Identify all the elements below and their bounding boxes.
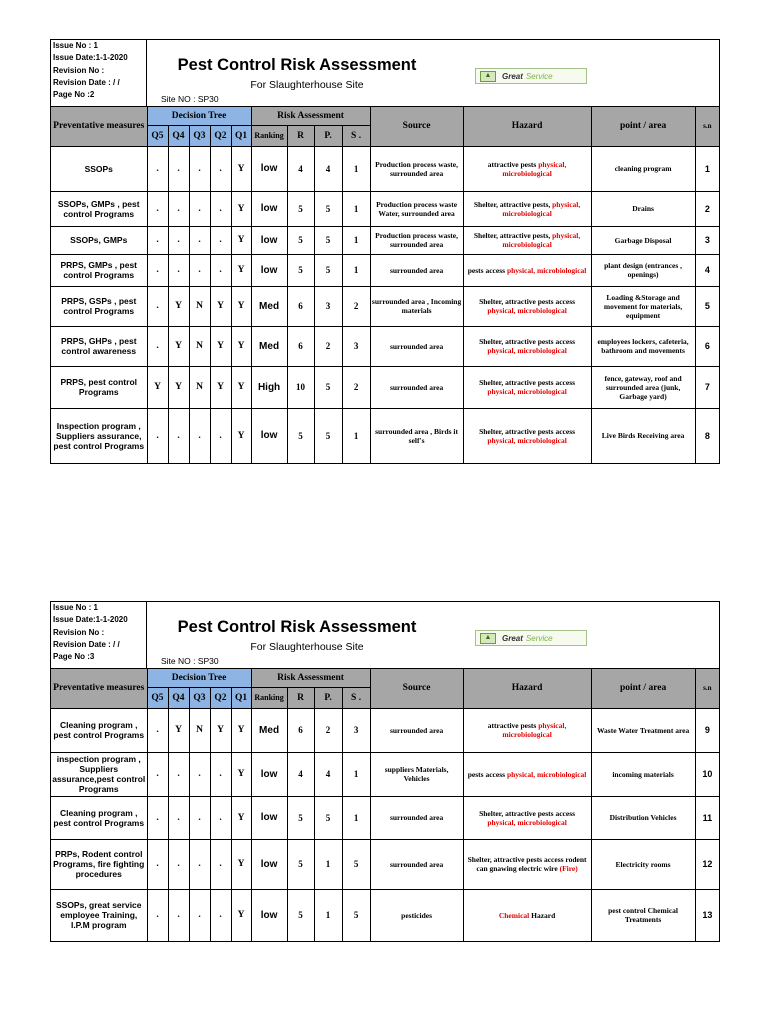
point-area-cell: incoming materials (591, 752, 695, 796)
point-area-cell: pest control Chemical Treatments (591, 889, 695, 941)
q5-cell: . (147, 326, 168, 366)
p-cell: 1 (314, 889, 342, 941)
ranking-cell: Med (251, 708, 287, 752)
hazard-category: physical, microbiological (487, 817, 567, 827)
q5-cell: . (147, 146, 168, 191)
sn-cell: 10 (695, 752, 719, 796)
header-decision-tree: Decision Tree (147, 107, 251, 125)
source-cell: Production process waste, surrounded area (370, 146, 463, 191)
table-row (51, 889, 719, 941)
q3-cell: . (189, 889, 210, 941)
header-q1: Q1 (231, 687, 251, 708)
p-cell: 3 (314, 286, 342, 326)
r-cell: 4 (287, 752, 314, 796)
page-header (51, 40, 719, 107)
hazard-category: Chemical (498, 910, 530, 920)
sn-cell: 8 (695, 408, 719, 463)
point-area-cell: employees lockers, cafeteria, bathroom and movements (591, 326, 695, 366)
sn-cell: 11 (695, 796, 719, 839)
q3-cell: N (189, 326, 210, 366)
table-row (51, 839, 719, 889)
p-cell: 5 (314, 408, 342, 463)
logo-great-text: Great (502, 71, 523, 81)
source-cell: surrounded area (370, 254, 463, 286)
s-cell: 3 (342, 326, 370, 366)
header-q3: Q3 (189, 125, 210, 146)
table-row (51, 191, 719, 226)
p-cell: 4 (314, 146, 342, 191)
s-cell: 1 (342, 752, 370, 796)
header-risk-assessment: Risk Assessment (251, 669, 370, 687)
q5-cell: . (147, 796, 168, 839)
source-cell: surrounded area , Birds it self's (370, 408, 463, 463)
revision-date: Revision Date : / / (53, 639, 120, 649)
hazard-cell (463, 226, 591, 254)
hazard-text: pests access (467, 769, 506, 779)
header-ranking: Ranking (251, 687, 287, 708)
header-source: Source (370, 107, 463, 146)
logo-service-text: Service (525, 71, 553, 81)
header-risk-assessment: Risk Assessment (251, 107, 370, 125)
r-cell: 5 (287, 889, 314, 941)
sn-cell: 6 (695, 326, 719, 366)
header-source: Source (370, 669, 463, 708)
q2-cell: . (210, 752, 231, 796)
hazard-category: physical, microbiological (502, 159, 567, 178)
p-cell: 2 (314, 708, 342, 752)
sn-cell: 4 (695, 254, 719, 286)
source-cell: pesticides (370, 889, 463, 941)
s-cell: 1 (342, 254, 370, 286)
q1-cell: Y (231, 408, 251, 463)
measures-cell: PRPS, GMPs , pest control Programs (51, 254, 147, 286)
hazard-text: Shelter, attractive pests, (473, 231, 551, 240)
measures-cell: Cleaning program , pest control Programs (51, 708, 147, 752)
header-q1: Q1 (231, 125, 251, 146)
source-cell: surrounded area (370, 839, 463, 889)
hazard-cell (463, 286, 591, 326)
r-cell: 6 (287, 286, 314, 326)
q5-cell: . (147, 408, 168, 463)
hazard-text: attractive pests (487, 721, 537, 730)
p-cell: 5 (314, 366, 342, 408)
q3-cell: . (189, 191, 210, 226)
hazard-text: Shelter, attractive pests, (473, 199, 551, 209)
q2-cell: . (210, 191, 231, 226)
source-cell: surrounded area (370, 708, 463, 752)
q4-cell: Y (168, 708, 189, 752)
measures-cell: Inspection program , Suppliers assurance, pest control Programs (51, 408, 147, 463)
issue-date: Issue Date:1-1-2020 (53, 53, 128, 63)
s-cell: 5 (342, 889, 370, 941)
header-hazard: Hazard (463, 669, 591, 708)
q1-cell: Y (231, 226, 251, 254)
p-cell: 5 (314, 254, 342, 286)
header-point-area: point / area (591, 107, 695, 146)
source-cell: surrounded area (370, 326, 463, 366)
q2-cell: Y (210, 708, 231, 752)
q4-cell: . (168, 146, 189, 191)
point-area-cell: Live Birds Receiving area (591, 408, 695, 463)
issue-no: Issue No : 1 (53, 603, 98, 612)
p-cell: 1 (314, 839, 342, 889)
source-cell: surrounded area (370, 796, 463, 839)
q4-cell: . (168, 408, 189, 463)
r-cell: 5 (287, 226, 314, 254)
page-subtitle: For Slaughterhouse Site (250, 641, 364, 653)
page-header (51, 602, 719, 669)
document-meta (51, 40, 147, 106)
logo-emblem-icon: ▲ (480, 71, 496, 82)
hazard-category: physical, microbiological (487, 306, 567, 315)
ranking-cell: low (251, 191, 287, 226)
company-logo (475, 68, 587, 84)
source-cell: surrounded area (370, 366, 463, 408)
hazard-text: attractive pests (487, 159, 537, 169)
table-row (51, 408, 719, 463)
q3-cell: . (189, 796, 210, 839)
header-r: R (287, 687, 314, 708)
sn-cell: 2 (695, 191, 719, 226)
point-area-cell: Waste Water Treatment area (591, 708, 695, 752)
table-row (51, 796, 719, 839)
p-cell: 4 (314, 752, 342, 796)
risk-table (51, 107, 719, 463)
q5-cell: . (147, 226, 168, 254)
point-area-cell: fence, gateway, roof and surrounded area (junk, Garbage yard) (591, 366, 695, 408)
s-cell: 2 (342, 366, 370, 408)
q5-cell: . (147, 839, 168, 889)
q2-cell: . (210, 146, 231, 191)
hazard-category: physical, microbiological (506, 769, 587, 779)
q4-cell: . (168, 889, 189, 941)
hazard-cell (463, 326, 591, 366)
s-cell: 1 (342, 796, 370, 839)
header-decision-tree: Decision Tree (147, 669, 251, 687)
p-cell: 2 (314, 326, 342, 366)
sn-cell: 1 (695, 146, 719, 191)
hazard-text: Shelter, attractive pests access rodent can gnawing electric wire (467, 855, 587, 873)
ranking-cell: low (251, 752, 287, 796)
s-cell: 3 (342, 708, 370, 752)
q5-cell: . (147, 752, 168, 796)
hazard-category: physical, microbiological (506, 265, 587, 275)
q5-cell: . (147, 286, 168, 326)
q2-cell: . (210, 839, 231, 889)
q3-cell: . (189, 226, 210, 254)
hazard-category: physical, microbiological (502, 721, 567, 739)
ranking-cell: low (251, 889, 287, 941)
header-p: P. (314, 687, 342, 708)
header-q3: Q3 (189, 687, 210, 708)
hazard-text: Shelter, attractive pests access (479, 297, 576, 306)
q4-cell: . (168, 191, 189, 226)
source-cell: Production process waste, surrounded area (370, 226, 463, 254)
revision-no: Revision No : (53, 65, 105, 75)
q3-cell: . (189, 752, 210, 796)
issue-date: Issue Date:1-1-2020 (53, 615, 128, 625)
ranking-cell: low (251, 839, 287, 889)
q2-cell: Y (210, 326, 231, 366)
header-q2: Q2 (210, 687, 231, 708)
measures-cell: inspection program , Suppliers assurance,pest control Programs (52, 754, 146, 794)
page-subtitle: For Slaughterhouse Site (250, 79, 364, 91)
header-q5: Q5 (147, 687, 168, 708)
sn-cell: 3 (695, 226, 719, 254)
s-cell: 5 (342, 839, 370, 889)
issue-no: Issue No : 1 (53, 41, 98, 50)
header-measures: Preventative measures (51, 107, 147, 146)
measures-cell: PRPS, GHPs , pest control awareness (51, 326, 147, 366)
sn-cell: 13 (695, 889, 719, 941)
q2-cell: . (210, 408, 231, 463)
q2-cell: Y (210, 286, 231, 326)
q1-cell: Y (231, 752, 251, 796)
q2-cell: . (210, 254, 231, 286)
site-number: Site NO : SP30 (161, 656, 219, 666)
q1-cell: Y (231, 254, 251, 286)
ranking-cell: Med (251, 326, 287, 366)
page-no: Page No :3 (53, 652, 95, 662)
company-logo (475, 630, 587, 646)
sn-cell: 9 (695, 708, 719, 752)
hazard-cell (463, 752, 591, 796)
ranking-cell: low (251, 254, 287, 286)
q4-cell: . (168, 752, 189, 796)
hazard-text: Shelter, attractive pests access (479, 808, 576, 818)
logo-emblem-icon: ▲ (480, 633, 496, 644)
r-cell: 6 (287, 326, 314, 366)
header-point-area: point / area (591, 669, 695, 708)
measures-cell: PRPs, Rodent control Programs, fire fighting procedures (51, 839, 147, 889)
table-row (51, 708, 719, 752)
q3-cell: N (189, 366, 210, 408)
table-row (51, 752, 719, 796)
table-row (51, 254, 719, 286)
risk-table (51, 669, 719, 941)
page-title: Pest Control Risk Assessment (177, 618, 417, 636)
q1-cell: Y (231, 286, 251, 326)
q4-cell: Y (168, 286, 189, 326)
header-sn: s.n (695, 669, 719, 708)
q1-cell: Y (231, 796, 251, 839)
q2-cell: Y (210, 366, 231, 408)
measures-cell: SSOPs, GMPs (51, 226, 147, 254)
hazard-suffix: Hazard (529, 910, 556, 920)
hazard-text: Shelter, attractive pests access (479, 378, 576, 387)
source-cell: surrounded area , Incoming materials (370, 286, 463, 326)
p-cell: 5 (314, 226, 342, 254)
q5-cell: . (147, 889, 168, 941)
assessment-page-1 (50, 39, 720, 464)
point-area-cell: plant design (entrances , openings) (591, 254, 695, 286)
r-cell: 4 (287, 146, 314, 191)
page-title: Pest Control Risk Assessment (177, 56, 417, 74)
q5-cell: . (147, 191, 168, 226)
measures-cell: SSOPs, great service employee Training, I.P.M program (51, 889, 147, 941)
logo-service-text: Service (525, 633, 553, 643)
table-row (51, 366, 719, 408)
site-number: Site NO : SP30 (161, 94, 219, 104)
r-cell: 5 (287, 408, 314, 463)
page-no: Page No :2 (53, 90, 95, 100)
source-cell: Production process waste Water, surrounded area (370, 191, 463, 226)
q1-cell: Y (231, 191, 251, 226)
hazard-category: physical, microbiological (487, 387, 567, 396)
q1-cell: Y (231, 146, 251, 191)
point-area-cell: Loading &Storage and movement for materials, equipment (591, 286, 695, 326)
hazard-cell (463, 408, 591, 463)
hazard-cell (463, 708, 591, 752)
r-cell: 10 (287, 366, 314, 408)
measures-cell: PRPS, GSPs , pest control Programs (51, 286, 147, 326)
hazard-cell (463, 254, 591, 286)
r-cell: 5 (287, 839, 314, 889)
table-row (51, 326, 719, 366)
point-area-cell: Electricity rooms (591, 839, 695, 889)
hazard-text: pests access (467, 265, 506, 275)
s-cell: 1 (342, 408, 370, 463)
q3-cell: . (189, 146, 210, 191)
hazard-category: (Fire) (559, 864, 578, 873)
measures-cell: SSOPs (51, 146, 147, 191)
q3-cell: . (189, 254, 210, 286)
measures-cell: SSOPs, GMPs , pest control Programs (51, 191, 147, 226)
sn-cell: 12 (695, 839, 719, 889)
header-measures: Preventative measures (51, 669, 147, 708)
revision-no: Revision No : (53, 627, 105, 637)
hazard-cell (463, 146, 591, 191)
hazard-category: physical, microbiological (502, 199, 581, 218)
point-area-cell: Distribution Vehicles (591, 796, 695, 839)
hazard-category: physical, microbiological (487, 346, 567, 355)
ranking-cell: High (251, 366, 287, 408)
q1-cell: Y (231, 708, 251, 752)
r-cell: 5 (287, 796, 314, 839)
measures-cell: Cleaning program , pest control Programs (51, 796, 147, 839)
hazard-cell (463, 191, 591, 226)
assessment-page-2 (50, 601, 720, 942)
r-cell: 5 (287, 191, 314, 226)
q3-cell: N (189, 286, 210, 326)
header-sn: s.n (695, 107, 719, 146)
q5-cell: Y (147, 366, 168, 408)
q5-cell: . (147, 708, 168, 752)
hazard-category: physical, microbiological (487, 435, 567, 445)
q4-cell: . (168, 839, 189, 889)
s-cell: 2 (342, 286, 370, 326)
q3-cell: . (189, 408, 210, 463)
header-hazard: Hazard (463, 107, 591, 146)
q1-cell: Y (231, 889, 251, 941)
q4-cell: Y (168, 366, 189, 408)
header-q5: Q5 (147, 125, 168, 146)
q3-cell: N (189, 708, 210, 752)
header-q4: Q4 (168, 125, 189, 146)
hazard-text: Shelter, attractive pests access (479, 337, 576, 346)
ranking-cell: low (251, 796, 287, 839)
hazard-cell (463, 839, 591, 889)
q4-cell: . (168, 796, 189, 839)
q2-cell: . (210, 226, 231, 254)
point-area-cell: cleaning program (591, 146, 695, 191)
source-cell: suppliers Materials, Vehicles (370, 752, 463, 796)
hazard-category: physical, microbiological (502, 231, 581, 249)
s-cell: 1 (342, 226, 370, 254)
sn-cell: 7 (695, 366, 719, 408)
q2-cell: . (210, 889, 231, 941)
header-q2: Q2 (210, 125, 231, 146)
header-r: R (287, 125, 314, 146)
point-area-cell: Garbage Disposal (591, 226, 695, 254)
point-area-cell: Drains (591, 191, 695, 226)
measures-cell: PRPS, pest control Programs (51, 366, 147, 408)
ranking-cell: Med (251, 286, 287, 326)
q2-cell: . (210, 796, 231, 839)
q5-cell: . (147, 254, 168, 286)
table-row (51, 286, 719, 326)
logo-great-text: Great (502, 633, 523, 643)
ranking-cell: low (251, 408, 287, 463)
p-cell: 5 (314, 191, 342, 226)
revision-date: Revision Date : / / (53, 77, 120, 87)
q4-cell: . (168, 254, 189, 286)
sn-cell: 5 (695, 286, 719, 326)
document-meta (51, 602, 147, 668)
q1-cell: Y (231, 366, 251, 408)
header-s: S . (342, 687, 370, 708)
table-row (51, 226, 719, 254)
table-row (51, 146, 719, 191)
header-s: S . (342, 125, 370, 146)
r-cell: 6 (287, 708, 314, 752)
s-cell: 1 (342, 146, 370, 191)
header-q4: Q4 (168, 687, 189, 708)
ranking-cell: low (251, 226, 287, 254)
ranking-cell: low (251, 146, 287, 191)
q3-cell: . (189, 839, 210, 889)
q4-cell: Y (168, 326, 189, 366)
hazard-text: Shelter, attractive pests access (479, 426, 576, 436)
header-p: P. (314, 125, 342, 146)
hazard-cell (463, 796, 591, 839)
q1-cell: Y (231, 839, 251, 889)
q1-cell: Y (231, 326, 251, 366)
hazard-cell (463, 889, 591, 941)
r-cell: 5 (287, 254, 314, 286)
p-cell: 5 (314, 796, 342, 839)
hazard-cell (463, 366, 591, 408)
q4-cell: . (168, 226, 189, 254)
header-ranking: Ranking (251, 125, 287, 146)
s-cell: 1 (342, 191, 370, 226)
